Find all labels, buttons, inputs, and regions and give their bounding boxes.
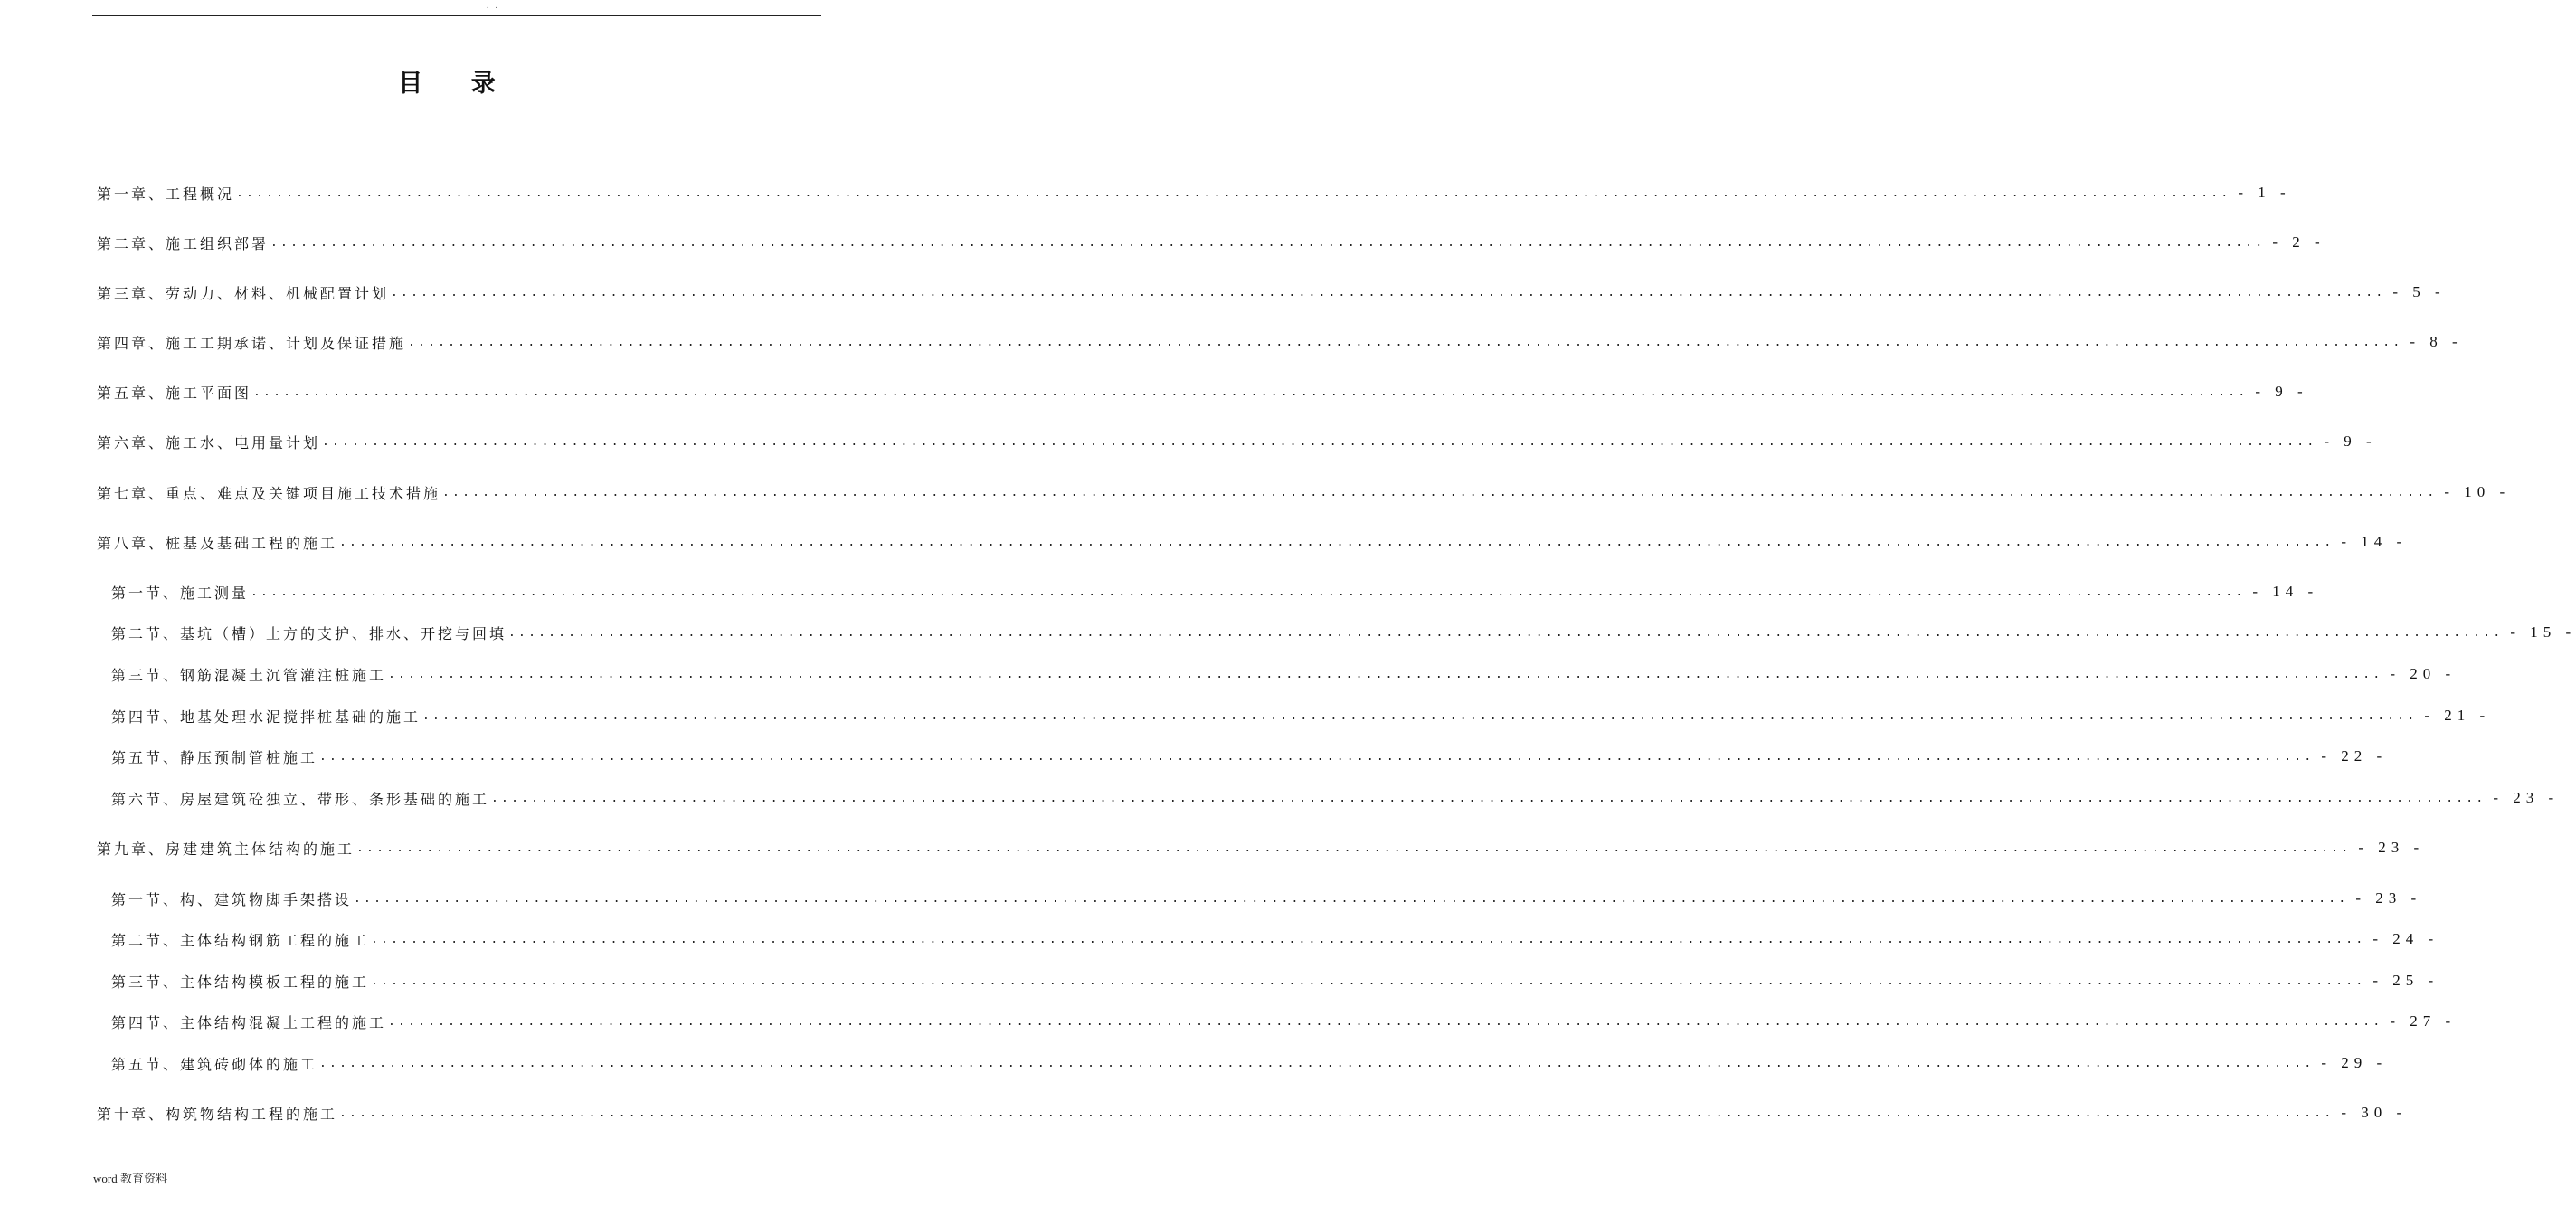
toc-leader: ........................................................................................................................................................................................................ xyxy=(388,1014,2383,1029)
toc-label: 第五节、建筑砖砌体的施工 xyxy=(111,1055,318,1073)
toc-entry-chapter-5[interactable] xyxy=(97,380,2308,404)
toc-entry-chapter-2[interactable] xyxy=(97,231,2325,254)
toc-page-number: - 10 - xyxy=(2444,483,2511,500)
toc-entry-ch8-section-1[interactable] xyxy=(111,580,2319,603)
toc-leader: ........................................................................................................................................................................................................ xyxy=(339,535,2334,549)
toc-entry-ch9-section-1[interactable] xyxy=(111,887,2422,910)
toc-page-number: - 23 - xyxy=(2493,789,2560,806)
toc-label: 第四节、主体结构混凝土工程的施工 xyxy=(111,1013,387,1031)
toc-label: 第五章、施工平面图 xyxy=(97,384,252,402)
page-title: 目 录 xyxy=(398,70,516,98)
toc-leader: ........................................................................................................................................................................................................ xyxy=(339,1106,2334,1120)
toc-leader: ........................................................................................................................................................................................................ xyxy=(251,584,2246,599)
toc-leader: ........................................................................................................................................................................................................ xyxy=(388,667,2383,681)
toc-label: 第五节、静压预制管桩施工 xyxy=(111,748,318,766)
toc-page-number: - 23 - xyxy=(2358,839,2425,856)
toc-label: 第七章、重点、难点及关键项目施工技术措施 xyxy=(97,484,441,502)
toc-leader: ........................................................................................................................................................................................................ xyxy=(491,791,2486,805)
header-dots: . . xyxy=(486,2,500,11)
toc-leader: ........................................................................................................................................................................................................ xyxy=(356,841,2352,855)
toc-leader: ........................................................................................................................................................................................................ xyxy=(371,974,2366,988)
toc-page-number: - 9 - xyxy=(2255,383,2308,400)
toc-leader: ........................................................................................................................................................................................................ xyxy=(371,932,2366,946)
toc-label: 第二节、主体结构钢筋工程的施工 xyxy=(111,931,370,949)
toc-label: 第四章、施工工期承诺、计划及保证措施 xyxy=(97,334,407,352)
toc-leader: ........................................................................................................................................................................................................ xyxy=(442,485,2438,499)
toc-page-number: - 20 - xyxy=(2390,665,2457,682)
toc-page-number: - 14 - xyxy=(2341,533,2408,550)
toc-page-number: - 21 - xyxy=(2424,707,2491,724)
toc-page-number: - 2 - xyxy=(2272,233,2325,251)
toc-entry-chapter-6[interactable] xyxy=(97,430,2377,453)
toc-entry-ch9-section-2[interactable] xyxy=(111,927,2439,951)
toc-entry-ch9-section-4[interactable] xyxy=(111,1010,2457,1033)
toc-page-number: - 9 - xyxy=(2324,432,2377,450)
toc-entry-ch8-section-4[interactable] xyxy=(111,704,2491,727)
toc-leader: ........................................................................................................................................................................................................ xyxy=(508,625,2504,640)
toc-leader: ........................................................................................................................................................................................................ xyxy=(319,1056,2315,1070)
toc-entry-ch8-section-6[interactable] xyxy=(111,786,2560,810)
toc-page-number: - 5 - xyxy=(2392,283,2446,300)
toc-label: 第四节、地基处理水泥搅拌桩基础的施工 xyxy=(111,708,421,726)
toc-entry-chapter-3[interactable] xyxy=(97,280,2446,304)
toc-entry-ch8-section-3[interactable] xyxy=(111,662,2457,686)
toc-label: 第十章、构筑物结构工程的施工 xyxy=(97,1105,338,1123)
toc-entry-ch8-section-2[interactable] xyxy=(111,621,2576,644)
toc-entry-ch8-section-5[interactable] xyxy=(111,745,2388,768)
toc-label: 第二章、施工组织部署 xyxy=(97,234,270,252)
toc-page-number: - 25 - xyxy=(2372,972,2439,989)
header-rule xyxy=(92,15,821,16)
toc-entry-chapter-10[interactable] xyxy=(97,1101,2408,1125)
toc-page-number: - 15 - xyxy=(2510,623,2576,641)
toc-label: 第二节、基坑（槽）土方的支护、排水、开挖与回填 xyxy=(111,624,507,642)
toc-label: 第六章、施工水、电用量计划 xyxy=(97,433,321,451)
toc-label: 第六节、房屋建筑砼独立、带形、条形基础的施工 xyxy=(111,790,490,808)
toc-entry-chapter-4[interactable] xyxy=(97,330,2463,354)
toc-leader: ........................................................................................................................................................................................................ xyxy=(236,185,2231,200)
toc-page-number: - 1 - xyxy=(2238,184,2291,201)
toc-page-number: - 23 - xyxy=(2355,889,2422,907)
toc-label: 第三节、主体结构模板工程的施工 xyxy=(111,973,370,991)
footer-text: word 教育资料 xyxy=(93,1172,167,1185)
toc-leader: ........................................................................................................................................................................................................ xyxy=(270,235,2266,250)
toc-label: 第三节、钢筋混凝土沉管灌注桩施工 xyxy=(111,666,387,684)
toc-page-number: - 24 - xyxy=(2372,930,2439,947)
toc-leader: ........................................................................................................................................................................................................ xyxy=(322,434,2317,449)
toc-leader: ........................................................................................................................................................................................................ xyxy=(253,385,2249,399)
toc-label: 第三章、劳动力、材料、机械配置计划 xyxy=(97,284,390,302)
toc-entry-chapter-8[interactable] xyxy=(97,530,2408,554)
toc-entry-ch9-section-3[interactable] xyxy=(111,969,2439,993)
toc-leader: ........................................................................................................................................................................................................ xyxy=(354,891,2349,906)
toc-label: 第一节、施工测量 xyxy=(111,584,250,602)
toc-entry-chapter-9[interactable] xyxy=(97,836,2425,860)
toc-leader: ........................................................................................................................................................................................................ xyxy=(422,708,2418,723)
toc-page-number: - 30 - xyxy=(2341,1104,2408,1121)
toc-page-number: - 14 - xyxy=(2252,583,2319,600)
toc-leader: ........................................................................................................................................................................................................ xyxy=(319,749,2315,764)
toc-leader: ........................................................................................................................................................................................................ xyxy=(391,285,2386,299)
toc-label: 第九章、房建建筑主体结构的施工 xyxy=(97,840,355,858)
toc-entry-chapter-7[interactable] xyxy=(97,480,2511,504)
toc-page-number: - 27 - xyxy=(2390,1012,2457,1030)
toc-leader: ........................................................................................................................................................................................................ xyxy=(408,335,2403,349)
toc-label: 第一节、构、建筑物脚手架搭设 xyxy=(111,890,353,908)
toc-page-number: - 8 - xyxy=(2410,333,2463,350)
toc-entry-ch9-section-5[interactable] xyxy=(111,1051,2388,1075)
toc-page-number: - 22 - xyxy=(2321,747,2388,765)
toc-label: 第一章、工程概况 xyxy=(97,185,235,203)
toc-page-number: - 29 - xyxy=(2321,1054,2388,1071)
toc-entry-chapter-1[interactable] xyxy=(97,181,2291,204)
toc-label: 第八章、桩基及基础工程的施工 xyxy=(97,534,338,552)
